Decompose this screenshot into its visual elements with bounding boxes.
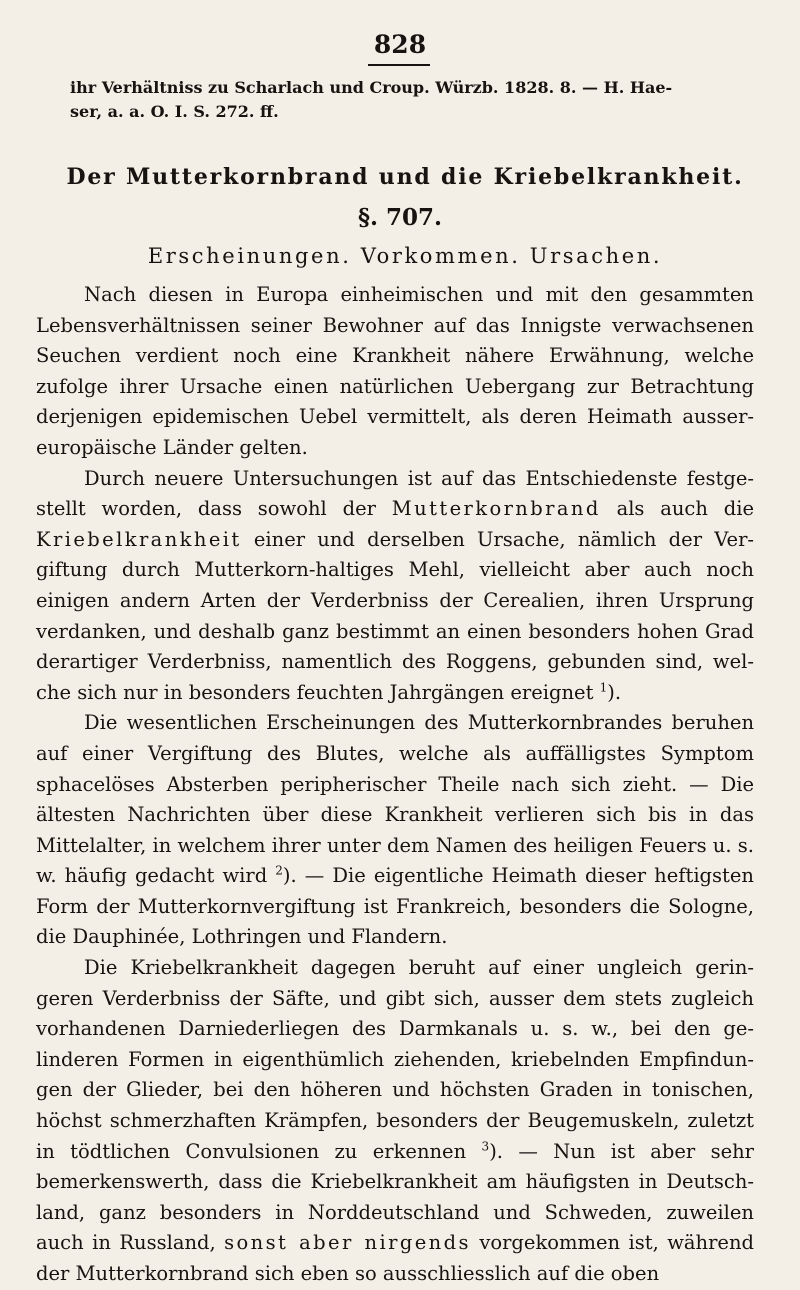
chapter-heading: Der Mutterkornbrand und die Kriebelkrankheit. (66, 164, 744, 190)
paragraph-2-text-a: Durch neuere Untersuchungen ist auf das Entschiedenste festgestellt worden, dass sowohl der (36, 466, 754, 521)
emphasis-sonst-aber-nirgends: sonst aber nirgends (224, 1231, 471, 1255)
paragraph-4-text-b: ). — Nun ist aber sehr bemerkenswerth, dass die Kriebelkrankheit am häufigsten in Deutschland, ganz besonders in Norddeutschland und Schweden, zuweilen auch in Russland, (36, 1139, 754, 1255)
paragraph-2-text-c: einer und derselben Ursache, nämlich der Vergiftung durch Mutterkorn-haltiges Mehl, vielleicht aber auch noch einigen andern Arten der Verderbniss der Cerealien, ihren Ursprung verdanken, und deshalb ganz bestimmt an einen besonders hohen Grad derartiger Verderbniss, namentlich des Roggens, gebunden sind, welche sich nur in besonders feuchten Jahrgängen ereignet (36, 527, 754, 704)
paragraph-4-text-c: vorgekommen ist, während der Mutterkornbrand sich eben so ausschliesslich auf die oben (36, 1231, 754, 1285)
paragraph-2-text-b: als auch die (616, 497, 754, 521)
paragraph-3 (36, 708, 754, 953)
term-mutterkornbrand: Mutterkornbrand (391, 497, 601, 521)
header-rule (368, 64, 430, 66)
term-kriebelkrankheit: Kriebelkrankheit (36, 527, 242, 551)
paragraph-2-text-d: ). (607, 680, 622, 704)
footnote-line-2: ser, a. a. O. I. S. 272. ff. (70, 102, 279, 121)
paragraph-3-text-b: ). — Die eigentliche Heimath dieser heftigsten Form der Mutterkornvergiftung ist Frankreich, besonders die Sologne, die Dauphinée, Lothringen und Flandern. (36, 864, 754, 949)
paragraph-4 (36, 953, 754, 1290)
body-text (36, 280, 754, 1290)
paragraph-1: Nach diesen in Europa einheimischen und mit den gesammten Lebensverhältnissen seiner Bewohner auf das Innigste verwachsenen Seuchen verdient noch eine Krankheit nähere Erwähnung, welche zufolge ihrer Ursache einen natürlichen Uebergang zur Betrachtung derjenigen epidemischen Uebel vermittelt, als deren Heimath aussereuropäische Länder gelten. (36, 283, 754, 459)
footnote-ref-2: 2 (275, 863, 283, 878)
section-number: §. 707. (357, 204, 443, 231)
footnote-line-1: ihr Verhältniss zu Scharlach und Croup. Würzb. 1828. 8. — H. Hae- (70, 78, 673, 97)
paragraph-4-text-a: Die Kriebelkrankheit dagegen beruht auf einer ungleich geringeren Verderbniss der Säfte, und gibt sich, ausser dem stets zugleich vorhandenen Darniederliegen des Darmkanals u. s. w., bei den gelinderen Formen in eigenthümlich ziehenden, kriebelnden Empfindungen der Glieder, bei den höheren und höchsten Graden in tonischen, höchst schmerzhaften Krämpfen, besonders der Beugemuskeln, zuletzt in tödtlichen Convulsionen zu erkennen (36, 956, 754, 1163)
section-subheading: Erscheinungen. Vorkommen. Ursachen. (147, 244, 663, 268)
footnote-continuation (70, 76, 756, 124)
paragraph-2 (36, 464, 754, 709)
footnote-ref-3: 3 (481, 1139, 490, 1154)
footnote-ref-1: 1 (599, 680, 608, 695)
page-number: 828 (373, 30, 427, 59)
paragraph-3-text-a: Die wesentlichen Erscheinungen des Mutterkornbrandes beruhen auf einer Vergiftung des Blutes, welche als auffälligstes Symptom sphacelöses Absterben peripherischer Theile nach sich zieht. — Die ältesten Nachrichten über diese Krankheit verlieren sich bis in das Mittelalter, in welchem ihrer unter dem Namen des heiligen Feuers u. s. w. häufig gedacht wird (36, 711, 754, 888)
